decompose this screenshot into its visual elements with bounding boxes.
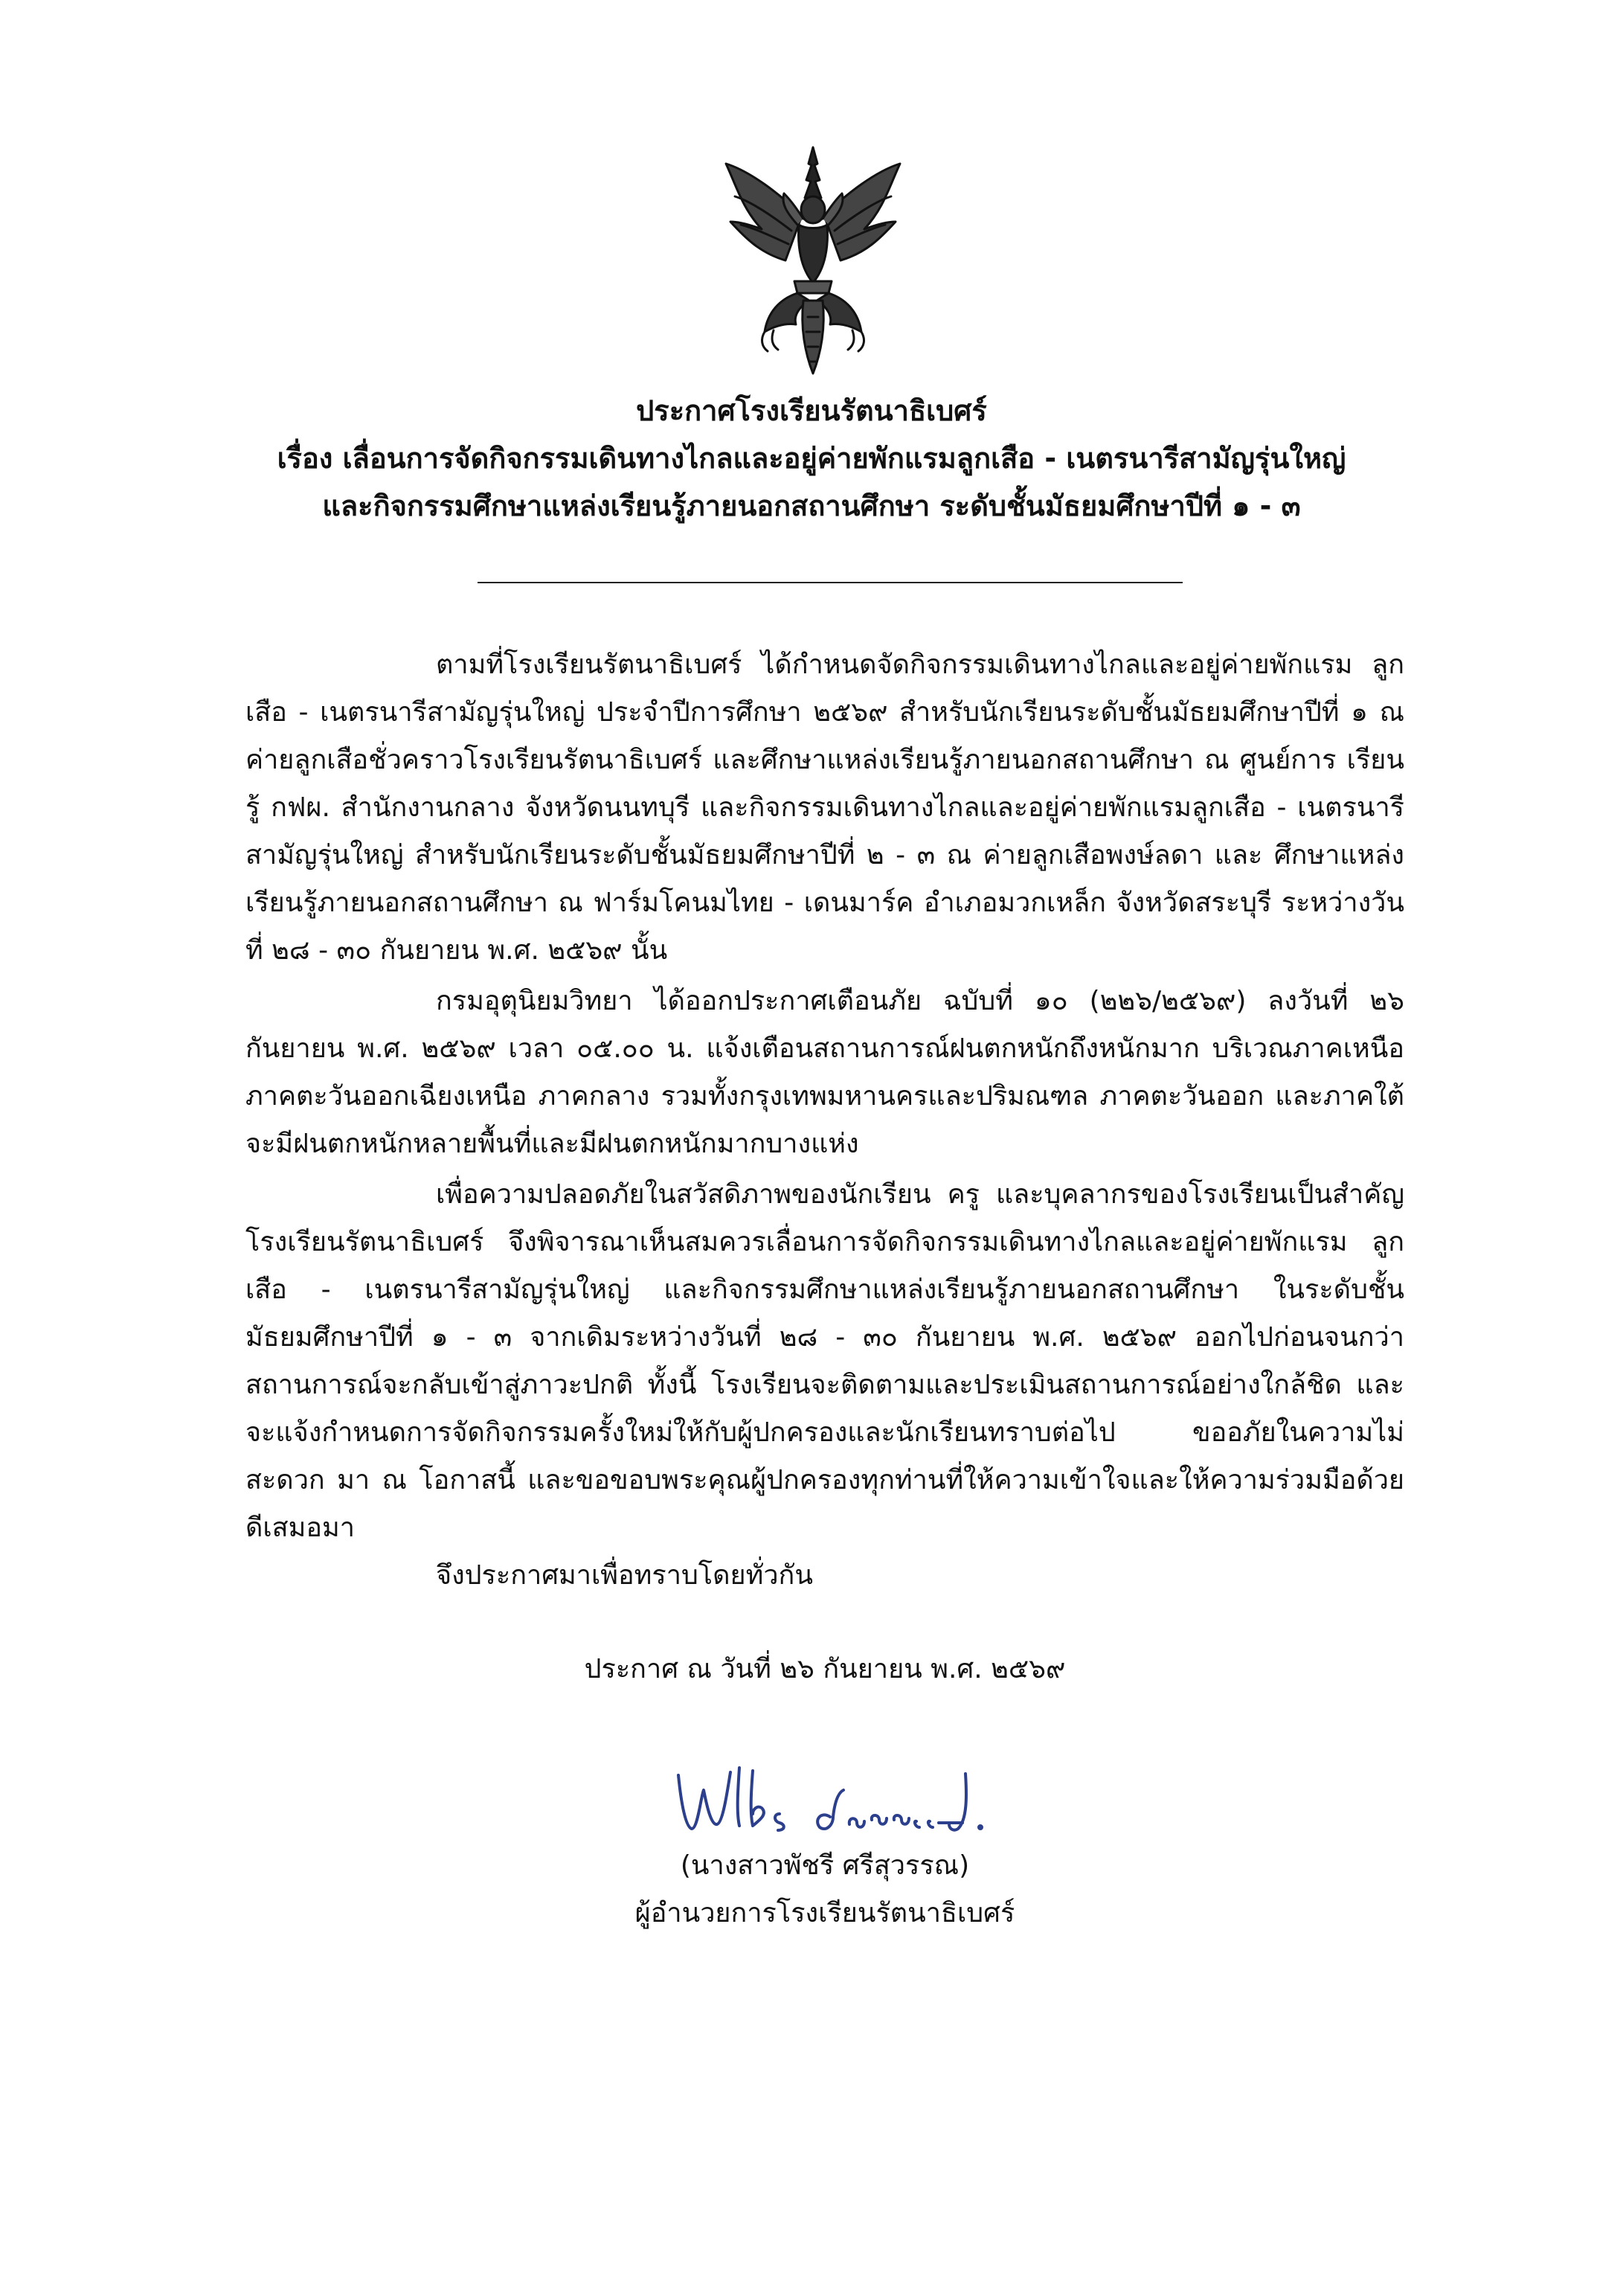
garuda-emblem-icon bbox=[720, 141, 906, 379]
header-line-3: และกิจกรรมศึกษาแหล่งเรียนรู้ภายนอกสถานศึกษา ระดับชั้นมัธยมศึกษาปีที่ ๑ - ๓ bbox=[322, 490, 1301, 522]
header-divider bbox=[478, 582, 1183, 583]
header-line-2: เรื่อง เลื่อนการจัดกิจกรรมเดินทางไกลและอยู่ค่ายพักแรมลูกเสือ - เนตรนารีสามัญรุ่นใหญ่ bbox=[277, 442, 1346, 475]
announcement-body bbox=[245, 641, 1404, 1555]
handwritten-signature-icon bbox=[662, 1745, 1019, 1850]
announcement-header bbox=[149, 387, 1474, 530]
body-paragraph-1: ตามที่โรงเรียนรัตนาธิเบศร์ ได้กำหนดจัดกิจกรรมเดินทางไกลและอยู่ค่ายพักแรม ลูกเสือ - เนตรนารีสามัญรุ่นใหญ่ ประจำปีการศึกษา ๒๕๖๙ สำหรับนักเรียนระดับชั้นมัธยมศึกษาปีที่ ๑ ณ ค่ายลูกเสือชั่วคราวโรงเรียนรัตนาธิเบศร์ และศึกษาแหล่งเรียนรู้ภายนอกสถานศึกษา ณ ศูนย์การ เรียนรู้ กฟผ. สำนักงานกลาง จังหวัดนนทบุรี และกิจกรรมเดินทางไกลและอยู่ค่ายพักแรมลูกเสือ - เนตรนารีสามัญรุ่นใหญ่ สำหรับนักเรียนระดับชั้นมัธยมศึกษาปีที่ ๒ - ๓ ณ ค่ายลูกเสือพงษ์ลดา และ ศึกษาแหล่งเรียนรู้ภายนอกสถานศึกษา ณ ฟาร์มโคนมไทย - เดนมาร์ค อำเภอมวกเหล็ก จังหวัดสระบุรี ระหว่างวันที่ ๒๘ - ๓๐ กันยายน พ.ศ. ๒๕๖๙ นั้น bbox=[245, 650, 1404, 966]
signer-name: (นางสาวพัชรี ศรีสุวรรณ) bbox=[680, 1850, 970, 1881]
body-paragraph-3: เพื่อความปลอดภัยในสวัสดิภาพของนักเรียน ครู และบุคลากรของโรงเรียนเป็นสำคัญ โรงเรียนรัตนาธิเบศร์ จึงพิจารณาเห็นสมควรเลื่อนการจัดกิจกรรมเดินทางไกลและอยู่ค่ายพักแรม ลูกเสือ - เนตรนารีสามัญรุ่นใหญ่ และกิจกรรมศึกษาแหล่งเรียนรู้ภายนอกสถานศึกษา ในระดับชั้น มัธยมศึกษาปีที่ ๑ - ๓ จากเดิมระหว่างวันที่ ๒๘ - ๓๐ กันยายน พ.ศ. ๒๕๖๙ ออกไปก่อนจนกว่า สถานการณ์จะกลับเข้าสู่ภาวะปกติ ทั้งนี้ โรงเรียนจะติดตามและประเมินสถานการณ์อย่างใกล้ชิด และ จะแจ้งกำหนดการจัดกิจกรรมครั้งใหม่ให้กับผู้ปกครองและนักเรียนทราบต่อไป ขออภัยในความไม่สะดวก มา ณ โอกาสนี้ และขอขอบพระคุณผู้ปกครองทุกท่านที่ให้ความเข้าใจและให้ความร่วมมือด้วยดีเสมอมา bbox=[245, 1179, 1404, 1543]
announcement-date: ประกาศ ณ วันที่ ๒๖ กันยายน พ.ศ. ๒๕๖๙ bbox=[584, 1654, 1066, 1684]
body-paragraph-2: กรมอุตุนิยมวิทยา ได้ออกประกาศเตือนภัย ฉบับที่ ๑๐ (๒๒๖/๒๕๖๙) ลงวันที่ ๒๖ กันยายน พ.ศ. ๒๕๖๙ เวลา ๐๕.๐๐ น. แจ้งเตือนสถานการณ์ฝนตกหนักถึงหนักมาก บริเวณภาคเหนือ ภาคตะวันออกเฉียงเหนือ ภาคกลาง รวมทั้งกรุงเทพมหานครและปริมณฑล ภาคตะวันออก และภาคใต้ จะมีฝนตกหนักหลายพื้นที่และมีฝนตกหนักมากบางแห่ง bbox=[245, 986, 1404, 1159]
closing-statement: จึงประกาศมาเพื่อทราบโดยทั่วกัน bbox=[436, 1560, 813, 1591]
signer-title: ผู้อำนวยการโรงเรียนรัตนาธิเบศร์ bbox=[634, 1898, 1015, 1928]
header-line-1: ประกาศโรงเรียนรัตนาธิเบศร์ bbox=[636, 394, 987, 427]
